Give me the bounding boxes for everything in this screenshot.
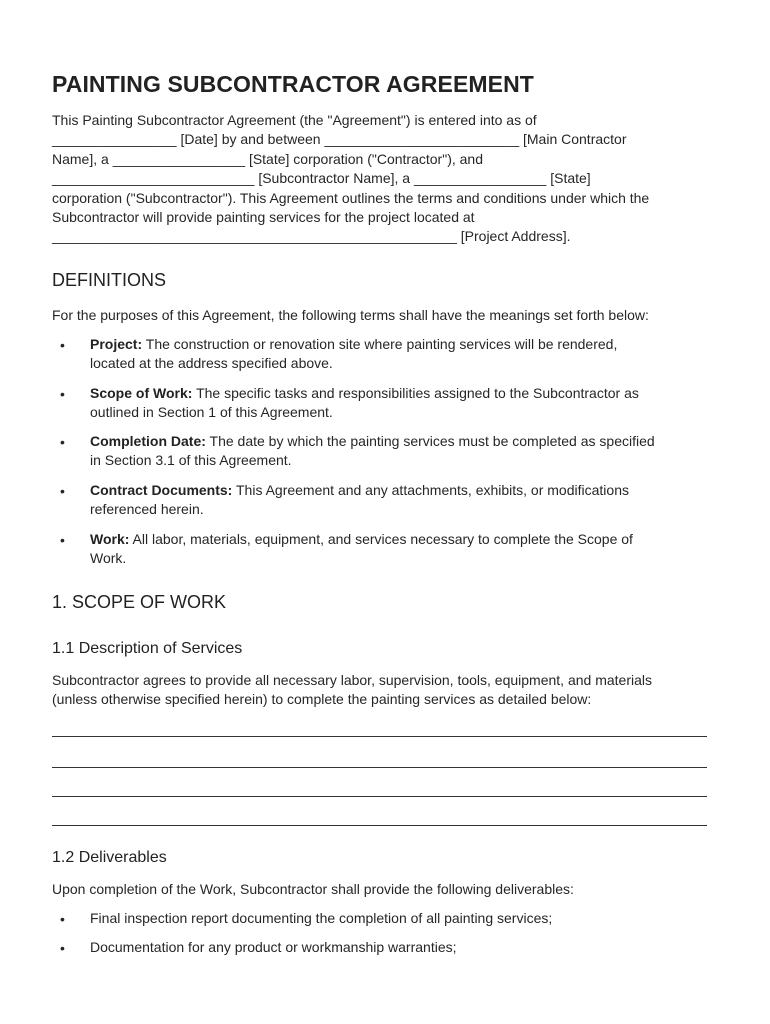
intro-line: ____________________________________________________ [Project Address]. bbox=[52, 228, 571, 245]
bullet-icon: • bbox=[60, 532, 65, 548]
deliverable-text: Final inspection report documenting the completion of all painting services; bbox=[90, 910, 553, 926]
definition-text: located at the address specified above. bbox=[90, 355, 333, 372]
intro-line: corporation ("Subcontractor"). This Agreement outlines the terms and conditions under which the bbox=[52, 189, 650, 206]
definition-term: Project: bbox=[90, 336, 143, 352]
definition-term: Contract Documents: bbox=[90, 482, 233, 498]
deliverable-text: Documentation for any product or workmanship warranties; bbox=[90, 939, 457, 955]
deliverables-lead: Upon completion of the Work, Subcontractor shall provide the following deliverables: bbox=[52, 881, 574, 897]
document-title: PAINTING SUBCONTRACTOR AGREEMENT bbox=[52, 71, 534, 97]
intro-line: Subcontractor will provide painting services for the project located at bbox=[52, 209, 475, 226]
definition-text: referenced herein. bbox=[90, 501, 204, 518]
description-line: Subcontractor agrees to provide all necessary labor, supervision, tools, equipment, and materials bbox=[52, 672, 652, 688]
intro-paragraph bbox=[52, 111, 722, 247]
definition-term: Work: bbox=[90, 531, 130, 547]
bullet-icon: • bbox=[60, 337, 65, 353]
definition-term: Scope of Work: bbox=[90, 385, 193, 401]
description-heading: 1.1 Description of Services bbox=[52, 640, 243, 657]
intro-line: This Painting Subcontractor Agreement (the "Agreement") is entered into as of bbox=[52, 112, 537, 128]
definition-text: All labor, materials, equipment, and services necessary to complete the Scope of bbox=[132, 531, 633, 547]
definition-text: The specific tasks and responsibilities assigned to the Subcontractor as bbox=[196, 385, 639, 401]
intro-line: __________________________ [Subcontractor Name], a _________________ [State] bbox=[52, 170, 591, 187]
definition-text: Work. bbox=[90, 550, 127, 567]
fill-in-line[interactable] bbox=[52, 796, 707, 797]
fill-in-line[interactable] bbox=[52, 767, 707, 768]
definition-text: The construction or renovation site where painting services will be rendered, bbox=[145, 336, 618, 352]
definition-text: outlined in Section 1 of this Agreement. bbox=[90, 404, 333, 421]
fill-in-line[interactable] bbox=[52, 825, 707, 826]
definition-term: Completion Date: bbox=[90, 433, 206, 449]
definition-text: This Agreement and any attachments, exhibits, or modifications bbox=[236, 482, 629, 498]
bullet-icon: • bbox=[60, 434, 65, 450]
definition-text: in Section 3.1 of this Agreement. bbox=[90, 452, 292, 469]
bullet-icon: • bbox=[60, 483, 65, 499]
definitions-heading: DEFINITIONS bbox=[52, 270, 167, 290]
scope-heading: 1. SCOPE OF WORK bbox=[52, 592, 227, 612]
fill-in-line[interactable] bbox=[52, 736, 707, 737]
intro-line: ________________ [Date] by and between _________________________ [Main Contractor bbox=[52, 131, 627, 148]
bullet-icon: • bbox=[60, 911, 65, 927]
deliverables-heading: 1.2 Deliverables bbox=[52, 849, 167, 866]
definition-text: The date by which the painting services must be completed as specified bbox=[209, 433, 655, 449]
definitions-lead: For the purposes of this Agreement, the following terms shall have the meanings set forth below: bbox=[52, 307, 649, 323]
intro-line: Name], a _________________ [State] corporation ("Contractor"), and bbox=[52, 150, 483, 167]
bullet-icon: • bbox=[60, 386, 65, 402]
description-line: (unless otherwise specified herein) to complete the painting services as detailed below: bbox=[52, 691, 592, 707]
bullet-icon: • bbox=[60, 940, 65, 956]
